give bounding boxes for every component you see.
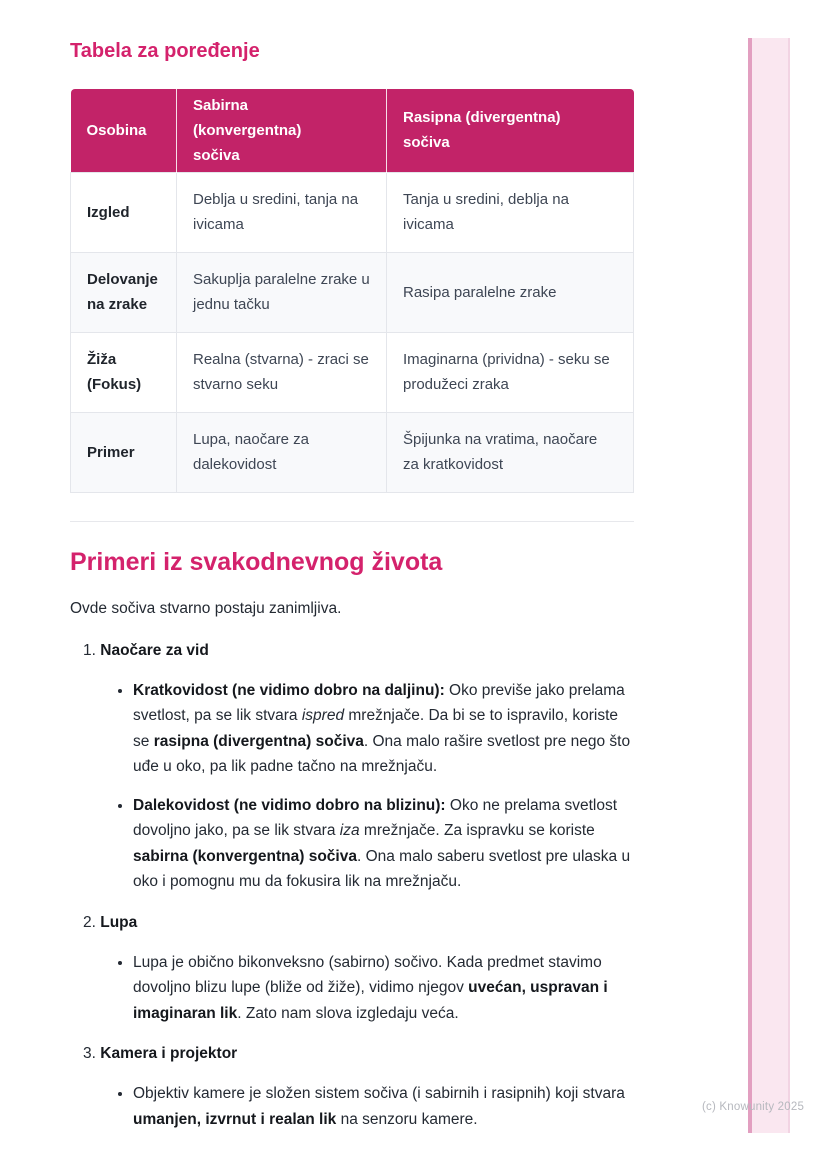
text-segment: iza [339, 822, 360, 839]
text-segment: Oko ne prelama svetlost dovoljno jako, pa se lik stvara [133, 796, 618, 839]
sub-list [83, 1081, 634, 1132]
decorative-stripe [748, 38, 790, 1133]
table-cell: Lupa, naočare za dalekovidost [177, 412, 387, 492]
bullet-dalekovidost [133, 793, 634, 895]
header-cell-convergent: Sabirna (konvergentna) sočiva [177, 89, 387, 172]
text-segment: Lupa je obično bikonveksno (sabirno) sočivo. Kada predmet stavimo dovoljno blizu lupe (bliže od žiže), vidimo njegov [133, 953, 602, 996]
table-cell: Realna (stvarna) - zraci se stvarno seku [177, 332, 387, 412]
text-segment: na senzoru kamere. [336, 1110, 478, 1128]
text-segment: Objektiv kamere je složen sistem sočiva (i sabirnih i rasipnih) koji stvara [133, 1085, 625, 1102]
table-cell: Tanja u sredini, deblja na ivicama [387, 172, 634, 252]
table-cell: Rasipa paralelne zrake [387, 252, 634, 332]
table-header-row [71, 89, 634, 172]
watermark-text: (c) Knowunity 2025 [702, 1101, 805, 1113]
intro-paragraph: Ovde sočiva stvarno postaju zanimljiva. [70, 599, 342, 617]
examples-section-title: Primeri iz svakodnevnog života [70, 547, 443, 576]
item-number: 2. [83, 913, 96, 931]
table-cell: Sakuplja paralelne zrake u jednu tačku [177, 252, 387, 332]
list-item-kamera [83, 1041, 634, 1132]
text-segment: ispred [301, 707, 345, 724]
examples-list [70, 638, 634, 1133]
sub-list [83, 950, 634, 1027]
text-segment: sabirna (konvergentna) sočiva [133, 847, 357, 865]
header-cell-divergent: Rasipna (divergentna) sočiva [387, 89, 634, 172]
text-segment: . Zato nam slova izgledaju veća. [237, 1004, 459, 1022]
list-item-lupa [83, 910, 634, 1027]
item-label: Naočare za vid [100, 641, 209, 659]
text-segment: . Ona malo saberu svetlost pre ulaska u oko i pomognu mu da fokusira lik na mrežnjaču. [133, 847, 631, 890]
sub-list [83, 678, 634, 895]
table-row-primer [71, 412, 634, 492]
row-label: Žiža (Fokus) [71, 332, 177, 412]
text-segment: uvećan, uspravan i imaginaran lik [133, 979, 608, 1022]
bullet-kamera [133, 1081, 634, 1132]
row-label: Izgled [71, 172, 177, 252]
table-cell: Imaginarna (prividna) - seku se produžeci zraka [387, 332, 634, 412]
row-label: Delovanje na zrake [71, 252, 177, 332]
item-number: 3. [83, 1045, 96, 1062]
item-label: Kamera i projektor [100, 1045, 238, 1062]
comparison-section-title: Tabela za poređenje [70, 40, 260, 62]
table-row-izgled [71, 172, 634, 252]
section-divider [70, 521, 634, 522]
table-row-ziza [71, 332, 634, 412]
text-segment: umanjen, izvrnut i realan lik [133, 1110, 337, 1128]
text-segment: Dalekovidost (ne vidimo dobro na blizinu): [133, 796, 446, 814]
item-number: 1. [83, 641, 96, 659]
table-row-delovanje [71, 252, 634, 332]
table-cell: Deblja u sredini, tanja na ivicama [177, 172, 387, 252]
comparison-table [70, 89, 634, 493]
header-cell-property: Osobina [71, 89, 177, 172]
bullet-lupa [133, 950, 634, 1027]
text-segment: rasipna (divergentna) sočiva [153, 732, 364, 750]
list-item-naocare [83, 638, 634, 895]
document-content [70, 40, 634, 1132]
text-segment: Kratkovidost (ne vidimo dobro na daljinu): [133, 681, 445, 699]
bullet-kratkovidost [133, 678, 634, 780]
item-label: Lupa [100, 913, 138, 931]
row-label: Primer [71, 412, 177, 492]
text-segment: . Ona malo rašire svetlost pre nego što uđe u oko, pa lik padne tačno na mrežnjaču. [133, 732, 631, 775]
table-cell: Špijunka na vratima, naočare za kratkovidost [387, 412, 634, 492]
text-segment: mrežnjače. Da bi se to ispravilo, koriste se [133, 707, 618, 750]
text-segment: mrežnjače. Za ispravku se koriste [359, 822, 595, 839]
text-segment: Oko previše jako prelama svetlost, pa se lik stvara [133, 681, 625, 724]
